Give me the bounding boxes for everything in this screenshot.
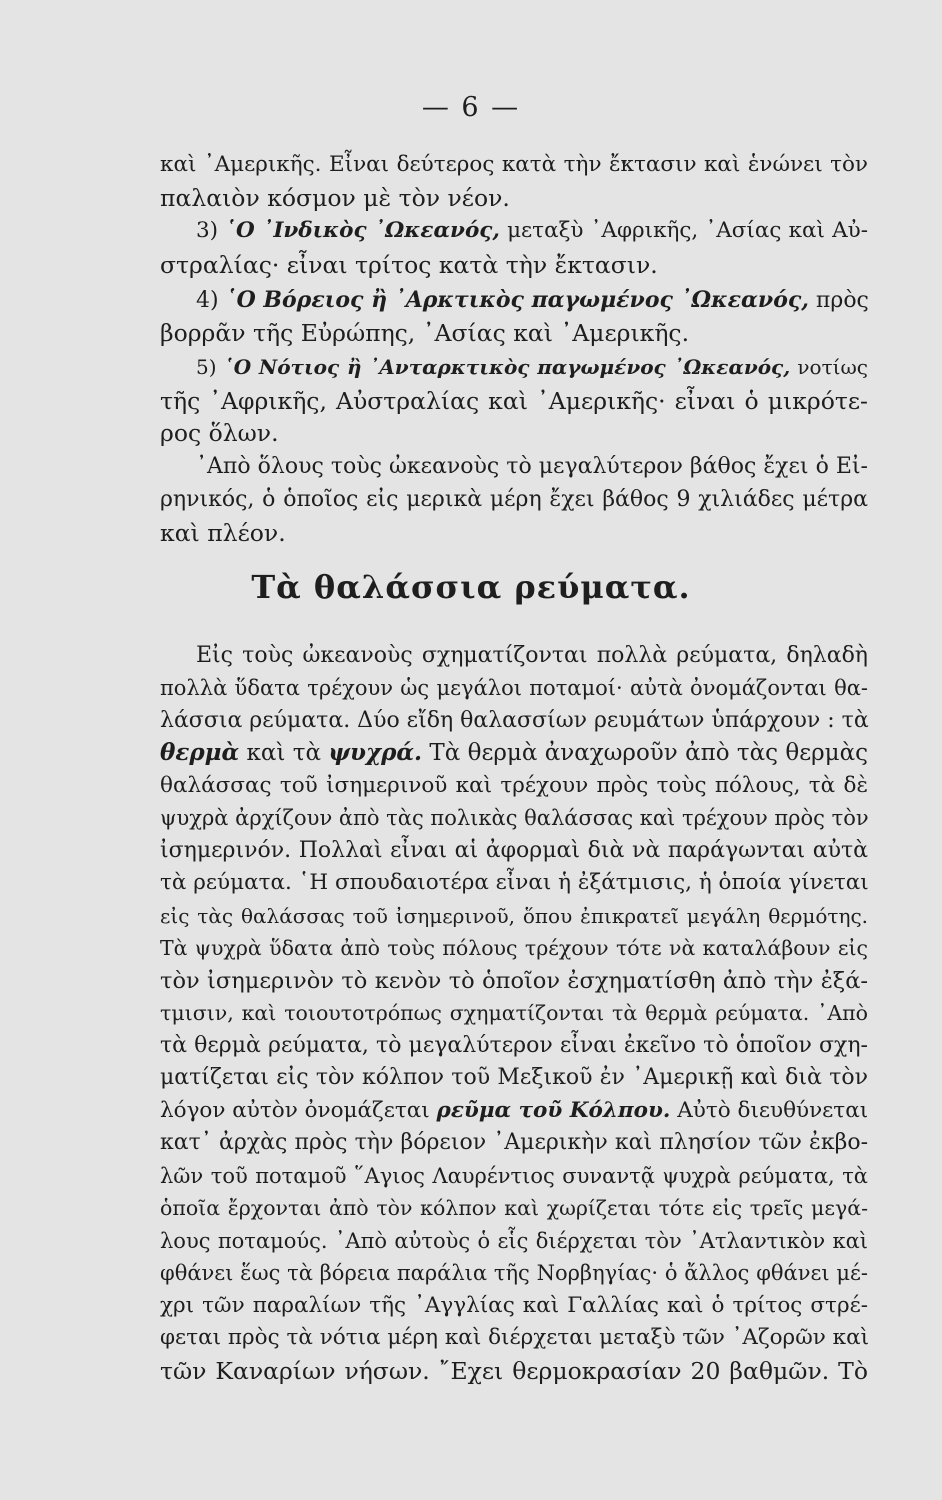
ocean-name: ῾Ο ᾿Ινδικὸς ᾿Ωκεανός, xyxy=(225,218,500,243)
text-line: παλαιὸν κόσμον μὲ τὸν νέον. xyxy=(160,184,510,212)
text-line: φθάνει ἕως τὰ βόρεια παράλια τῆς Νορβηγίας· ὁ ἄλλος φθάνει μέ- xyxy=(160,1261,868,1285)
text-line: Τὰ ψυχρὰ ὕδατα ἀπὸ τοὺς πόλους τρέχουν τότε νὰ καταλάβουν εἰς xyxy=(160,936,868,960)
line-start: λόγον αὐτὸν ὀνομάζεται xyxy=(160,1098,430,1123)
text-line: τμισιν, καὶ τοιουτοτρόπως σχηματίζονται τὰ θερμὰ ρεύματα. ᾿Απὸ xyxy=(160,1001,868,1025)
text-line: φεται πρὸς τὰ νότια μέρη καὶ διέρχεται μεταξὺ τῶν ᾿Αζορῶν καὶ xyxy=(160,1325,870,1350)
item-text: νοτίως xyxy=(797,355,869,379)
text-line: καὶ πλέον. xyxy=(160,519,286,547)
text-line: λῶν τοῦ ποταμοῦ ῞Αγιος Λαυρέντιος συναντᾷ ψυχρὰ ρεύματα, τὰ xyxy=(160,1164,868,1188)
text-line: στραλίας· εἶναι τρίτος κατὰ τὴν ἔκτασιν. xyxy=(160,251,658,279)
list-item-antarctic-ocean xyxy=(196,352,868,382)
page-number: — 6 — xyxy=(421,92,521,123)
text-line: θαλάσσας τοῦ ἰσημερινοῦ καὶ τρέχουν πρὸς τοὺς πόλους, τὰ δὲ xyxy=(160,773,868,798)
text-line: Εἰς τοὺς ὠκεανοὺς σχηματίζονται πολλὰ ρεύματα, δηλαδὴ xyxy=(196,643,868,668)
text-line-warm-cold xyxy=(160,738,868,768)
text-line: τὸν ἰσημερινὸν τὸ κενὸν τὸ ὁποῖον ἐσχηματίσθη ἀπὸ τὴν ἐξά- xyxy=(160,968,868,994)
text-line: τὰ ρεύματα. ῾Η σπουδαιοτέρα εἶναι ἡ ἐξάτμισις, ἡ ὁποία γίνεται xyxy=(160,870,869,895)
conjunction: καὶ τὰ xyxy=(246,740,321,766)
text-line: εἰς τὰς θαλάσσας τοῦ ἰσημερινοῦ, ὅπου ἐπικρατεῖ μεγάλη θερμότης. xyxy=(160,904,868,928)
text-line: κατ᾿ ἀρχὰς πρὸς τὴν βόρειον ᾿Αμερικὴν καὶ πλησίον τῶν ἐκβο- xyxy=(160,1130,868,1155)
term-warm: θερμὰ xyxy=(160,739,240,766)
ocean-name: ῾Ο Νότιος ἢ ᾿Ανταρκτικὸς παγωμένος ᾿Ωκεανός, xyxy=(223,355,791,379)
item-number: 5) xyxy=(196,355,217,379)
text-line: βορρᾶν τῆς Εὐρώπης, ᾿Ασίας καὶ ᾿Αμερικῆς. xyxy=(160,319,690,347)
line-rest: Τὰ θερμὰ ἀναχωροῦν ἀπὸ τὰς θερμὰς xyxy=(429,740,869,766)
text-line: ματίζεται εἰς τὸν κόλπον τοῦ Μεξικοῦ ἐν ᾿Αμερικῇ καὶ διὰ τὸν xyxy=(160,1065,868,1090)
item-text: πρὸς xyxy=(815,288,869,313)
section-heading: Τὰ θαλάσσια ρεύματα. xyxy=(251,568,691,606)
text-line: ᾿Απὸ ὅλους τοὺς ὠκεανοὺς τὸ μεγαλύτερον βάθος ἔχει ὁ Εἰ- xyxy=(196,454,868,479)
ocean-name: ῾Ο Βόρειος ἢ ᾿Αρκτικὸς παγωμένος ᾿Ωκεανός, xyxy=(225,287,809,313)
text-line: ρηνικός, ὁ ὁποῖος εἰς μερικὰ μέρη ἔχει βάθος 9 χιλιάδες μέτρα xyxy=(160,487,868,512)
text-line: ἰσημερινόν. Πολλαὶ εἶναι αἱ ἀφορμαὶ διὰ νὰ παράγωνται αὐτὰ xyxy=(160,838,868,863)
text-line: καὶ ᾿Αμερικῆς. Εἶναι δεύτερος κατὰ τὴν ἔκτασιν καὶ ἑνώνει τὸν xyxy=(160,152,868,177)
list-item-arctic-ocean xyxy=(196,285,868,315)
item-number: 3) xyxy=(196,218,219,243)
line-rest: Αὐτὸ διευθύνεται xyxy=(677,1098,869,1123)
item-text: μεταξὺ ᾿Αφρικῆς, ᾿Ασίας καὶ Αὐ- xyxy=(507,218,868,243)
text-line: τῶν Καναρίων νήσων. ῎Εχει θερμοκρασίαν 20 βαθμῶν. Τὸ xyxy=(160,1357,868,1385)
text-line: ρος ὅλων. xyxy=(160,419,279,447)
item-number: 4) xyxy=(196,288,219,313)
text-line: τὰ θερμὰ ρεύματα, τὸ μεγαλύτερον εἶναι ἐκεῖνο τὸ ὁποῖον σχη- xyxy=(160,1033,868,1058)
text-line: λους ποταμούς. ᾿Απὸ αὐτοὺς ὁ εἷς διέρχεται τὸν ᾿Ατλαντικὸν καὶ xyxy=(160,1229,868,1253)
list-item-indian-ocean xyxy=(196,216,868,246)
text-line: ψυχρὰ ἀρχίζουν ἀπὸ τὰς πολικὰς θαλάσσας καὶ τρέχουν πρὸς τὸν xyxy=(160,806,869,830)
text-line: χρι τῶν παραλίων τῆς ᾿Αγγλίας καὶ Γαλλίας καὶ ὁ τρίτος στρέ- xyxy=(160,1293,868,1318)
text-line: λάσσια ρεύματα. Δύο εἴδη θαλασσίων ρευμάτων ὑπάρχουν : τὰ xyxy=(160,708,869,733)
term-cold: ψυχρά. xyxy=(328,739,423,766)
text-line: ὁποῖα ἔρχονται ἀπὸ τὸν κόλπον καὶ χωρίζεται τότε εἰς τρεῖς μεγά- xyxy=(160,1196,868,1220)
text-line: πολλὰ ὕδατα τρέχουν ὡς μεγάλοι ποταμοί· αὐτὰ ὀνομάζονται θα- xyxy=(160,676,868,700)
term-gulf-stream: ρεῦμα τοῦ Κόλπου. xyxy=(436,1098,671,1123)
text-line: τῆς ᾿Αφρικῆς, Αὐστραλίας καὶ ᾿Αμερικῆς· εἶναι ὁ μικρότε- xyxy=(160,387,868,415)
text-line-gulf-stream xyxy=(160,1096,868,1126)
